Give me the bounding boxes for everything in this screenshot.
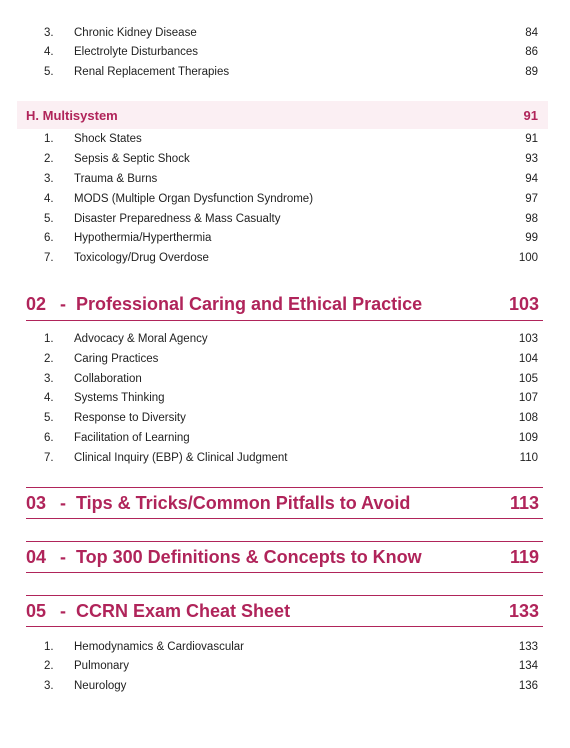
section-title: Tips & Tricks/Common Pitfalls to Avoid [76, 492, 411, 513]
toc-entry[interactable] [26, 169, 538, 189]
entry-title: Hemodynamics & Cardiovascular [74, 641, 245, 653]
section-header-04[interactable] [26, 541, 543, 573]
entry-page: 84 [525, 27, 538, 39]
toc-entry[interactable] [26, 329, 538, 349]
entry-title: Advocacy & Moral Agency [74, 333, 208, 345]
section-page: 103 [508, 294, 539, 314]
toc-entry[interactable] [26, 129, 538, 149]
toc-entry[interactable] [26, 448, 538, 468]
section-title: Professional Caring and Ethical Practice [76, 294, 423, 314]
toc-entry[interactable] [26, 62, 538, 82]
toc-entry[interactable] [26, 656, 538, 676]
section-number: 05 [26, 600, 47, 621]
toc-entry[interactable] [26, 388, 538, 408]
entry-page: 108 [518, 412, 538, 424]
section-title: Top 300 Definitions & Concepts to Know [76, 546, 422, 567]
entry-number: 1. [44, 641, 54, 653]
toc-entry[interactable] [26, 676, 538, 696]
entry-title: Trauma & Burns [74, 173, 158, 185]
entry-number: 4. [44, 392, 54, 404]
entry-page: 89 [525, 66, 538, 78]
entry-title: Neurology [74, 680, 127, 692]
entry-title: MODS (Multiple Organ Dysfunction Syndrome) [74, 193, 314, 205]
entry-number: 2. [44, 353, 54, 365]
section-separator: - [60, 492, 66, 513]
section-header-02[interactable] [26, 289, 543, 321]
entry-number: 1. [44, 333, 54, 345]
entry-page: 103 [518, 333, 538, 345]
entry-page: 86 [525, 46, 538, 58]
section-separator: - [60, 546, 66, 567]
entry-title: Collaboration [74, 373, 142, 385]
section-number: 03 [26, 492, 47, 513]
entry-number: 5. [44, 213, 54, 225]
section-number: 02 [26, 294, 47, 314]
entry-number: 4. [44, 46, 54, 58]
entry-page: 134 [518, 660, 538, 672]
entry-title: Caring Practices [74, 353, 159, 365]
entry-number: 7. [44, 252, 54, 264]
entry-page: 133 [518, 641, 538, 653]
toc-entry[interactable] [26, 349, 538, 369]
entry-page: 100 [518, 252, 538, 264]
entry-page: 109 [518, 432, 538, 444]
entry-page: 99 [525, 232, 538, 244]
entry-title: Toxicology/Drug Overdose [74, 252, 209, 264]
entry-page: 93 [525, 153, 538, 165]
entry-page: 110 [519, 452, 538, 464]
section-page: 133 [508, 600, 539, 621]
section-page: 119 [509, 546, 539, 567]
entry-number: 1. [44, 133, 54, 145]
subsection-page: 91 [523, 107, 538, 123]
entry-page: 136 [518, 680, 538, 692]
entry-title: Shock States [74, 133, 142, 145]
entry-page: 104 [518, 353, 538, 365]
toc-entry[interactable] [26, 248, 538, 268]
section-title: CCRN Exam Cheat Sheet [76, 600, 291, 621]
entry-number: 5. [44, 66, 54, 78]
toc-entry[interactable] [26, 369, 538, 389]
entry-title: Pulmonary [74, 660, 129, 672]
entry-title: Hypothermia/Hyperthermia [74, 232, 212, 244]
entry-number: 3. [44, 173, 54, 185]
entry-number: 3. [44, 373, 54, 385]
entry-page: 98 [525, 213, 538, 225]
entry-number: 4. [44, 193, 54, 205]
section-header-05[interactable] [26, 595, 543, 627]
toc-entry[interactable] [26, 23, 538, 43]
entry-title: Facilitation of Learning [74, 432, 190, 444]
entry-number: 7. [44, 452, 54, 464]
subsection-title: H. Multisystem [26, 107, 118, 123]
toc-entry[interactable] [26, 189, 538, 209]
toc-entry[interactable] [26, 637, 538, 657]
entry-title: Systems Thinking [74, 392, 165, 404]
entry-number: 2. [44, 153, 54, 165]
toc-entry[interactable] [26, 149, 538, 169]
entry-title: Disaster Preparedness & Mass Casualty [74, 213, 281, 225]
entry-title: Response to Diversity [74, 412, 186, 424]
section-separator: - [60, 600, 66, 621]
entry-number: 3. [44, 680, 54, 692]
entry-title: Renal Replacement Therapies [74, 66, 230, 78]
entry-title: Sepsis & Septic Shock [74, 153, 190, 165]
section-separator: - [60, 294, 66, 314]
entry-title: Electrolyte Disturbances [74, 46, 198, 58]
toc-entry[interactable] [26, 428, 538, 448]
entry-page: 91 [525, 133, 538, 145]
entry-number: 2. [44, 660, 54, 672]
entry-number: 3. [44, 27, 54, 39]
toc-entry[interactable] [26, 42, 538, 62]
section-number: 04 [26, 546, 47, 567]
entry-number: 6. [44, 432, 54, 444]
toc-entry[interactable] [26, 209, 538, 229]
section-page: 113 [509, 492, 539, 513]
entry-title: Chronic Kidney Disease [74, 27, 197, 39]
entry-page: 97 [525, 193, 538, 205]
entry-page: 105 [518, 373, 538, 385]
toc-entry[interactable] [26, 228, 538, 248]
toc-entry[interactable] [26, 408, 538, 428]
entry-number: 5. [44, 412, 54, 424]
entry-number: 6. [44, 232, 54, 244]
section-header-03[interactable] [26, 487, 543, 519]
subsection-header-multisystem[interactable] [17, 101, 548, 129]
entry-title: Clinical Inquiry (EBP) & Clinical Judgment [74, 452, 288, 464]
entry-page: 107 [518, 392, 538, 404]
entry-page: 94 [525, 173, 538, 185]
